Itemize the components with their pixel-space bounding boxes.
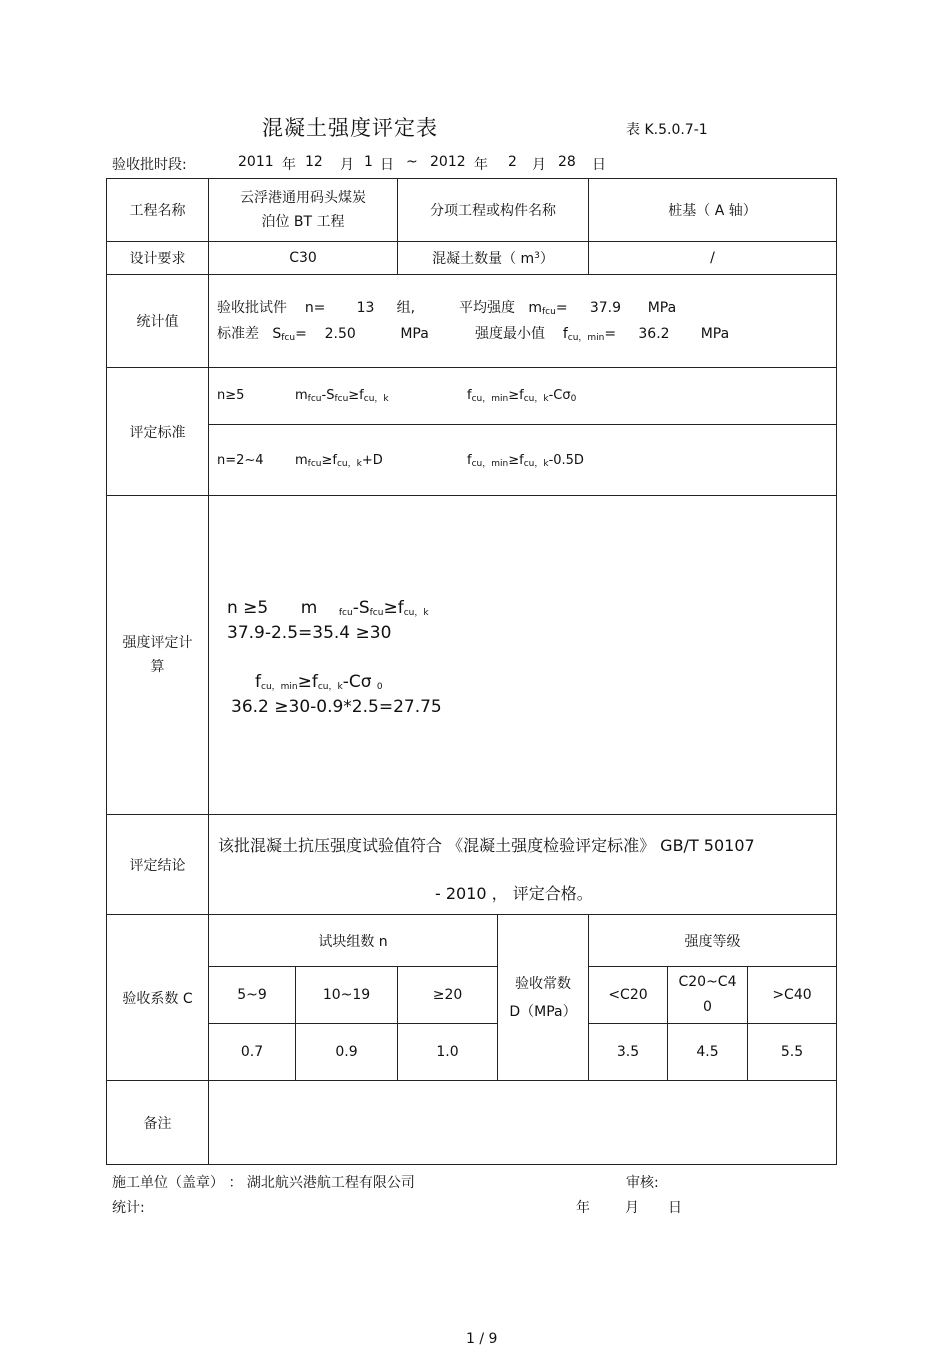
design-grade: C30 [209,242,398,275]
calc-f: f [255,672,261,692]
coeff-label: 验收系数 C [107,915,209,1081]
criteria-1-formula-b [467,388,576,404]
n-eq: n= [304,300,326,316]
calc-sub: cu，k [403,608,429,618]
volume-sup: 3 [534,251,540,261]
sd-label: 标准差 [217,326,259,342]
coeff-value-row [107,1024,837,1081]
calc-n: n ≥5 [227,598,269,618]
footer-month: 月 [625,1200,639,1216]
page-number: 1 / 9 [466,1331,498,1347]
d-label-line2: D（MPa） [509,1003,577,1020]
project-name-line2: 泊位 BT 工程 [261,214,345,230]
f-ge: ≥f [508,388,524,403]
range-cell: 10~19 [296,967,398,1024]
stats-label: 统计值 [107,275,209,368]
f-sub: cu，k [523,394,549,404]
criteria-2-n: n=2~4 [217,453,264,468]
f-sym: m [295,453,308,468]
component-label: 分项工程或构件名称 [398,179,589,242]
project-name-line1: 云浮港通用码头煤炭 [240,190,366,206]
coeff-header-row [107,915,837,967]
sd-eq: = [295,326,307,342]
f-sym: f [467,453,472,468]
project-row [107,179,837,242]
calc-cell [209,496,837,815]
range-cell: 5~9 [209,967,296,1024]
f-ge: ≥f [508,453,524,468]
conclusion-line1: 该批混凝土抗压强度试验值符合 《混凝土强度检验评定标准》 GB/T 50107 [218,836,755,855]
f-tail: -Cσ [548,388,571,403]
grade-cell [668,967,748,1024]
f-tail: +D [361,453,383,468]
d-label-line1: 验收常数 [515,975,571,992]
footer-day: 日 [668,1200,682,1216]
coeff-value: 0.7 [209,1024,296,1081]
mean-eq: = [555,300,568,316]
stats-line2-right [475,323,729,343]
calc-label-line1: 强度评定计 [122,635,193,651]
criteria-row-2 [107,425,837,496]
calc-line3 [255,672,383,692]
calc-row [107,496,837,815]
calc-tail: -Cσ [342,672,372,692]
remark-value[interactable] [209,1081,837,1165]
criteria-cell-1 [209,368,837,425]
end-month: 2 [508,154,517,170]
grade-cell-line2: 0 [703,999,712,1015]
calc-label-line2: 算 [150,659,165,675]
end-day: 28 [558,154,576,170]
mean-unit: MPa [647,300,677,316]
calc-ge: ≥f [383,598,404,618]
calc-m: m [300,598,318,618]
conclusion-row [107,815,837,915]
criteria-row-1 [107,368,837,425]
mean-label: 平均强度 [459,300,515,316]
stats-row [107,275,837,368]
month-label-2: 月 [532,157,546,173]
year-label: 年 [282,157,296,173]
stats-cell [209,275,837,368]
calc-line1 [227,598,429,618]
period-row [112,154,632,174]
f-sub: cu，k [523,459,549,469]
sd-sub: fcu [281,333,296,343]
remark-label: 备注 [107,1081,209,1165]
f-sym: f [467,388,472,403]
review-label: 审核: [626,1175,659,1191]
stats-line1-right [459,297,676,317]
period-tilde: ~ [406,154,418,170]
conclusion-line2: - 2010 ， 评定合格。 [435,884,593,903]
range-cell: ≥20 [398,967,498,1024]
table-number: 表 K.5.0.7-1 [626,122,708,138]
unit-label: 施工单位（盖章） [112,1175,224,1191]
criteria-1-formula-a [295,388,389,404]
f-sub: cu，k [336,459,362,469]
component-value: 桩基（ A 轴） [589,179,837,242]
design-row [107,242,837,275]
calc-line4: 36.2 ≥30-0.9*2.5=27.75 [231,697,442,717]
mean-sub: fcu [542,307,556,317]
day-label-2: 日 [592,157,606,173]
start-day: 1 [364,154,373,170]
stats-line1-left [217,297,415,317]
group-header: 试块组数 n [209,915,498,967]
criteria-1-n: n≥5 [217,388,245,403]
f-sub: 0 [570,394,577,404]
min-sym: f [562,326,568,342]
calc-sub: cu，k [317,682,343,692]
f-mid: -S [321,388,335,403]
calc-mid: -S [352,598,370,618]
criteria-cell-2 [209,425,837,496]
year-label-2: 年 [474,157,488,173]
grade-cell: <C20 [589,967,668,1024]
volume-close: ） [539,251,554,267]
f-sub: cu，k [363,394,389,404]
min-label: 强度最小值 [475,326,545,342]
f-tail: -0.5D [548,453,584,468]
project-name-value [209,179,398,242]
f-sym: m [295,388,308,403]
d-value: 5.5 [748,1024,837,1081]
volume-label [398,242,589,275]
f-sub: cu，min [471,459,509,469]
unit-colon: ： [228,1175,243,1191]
d-value: 4.5 [668,1024,748,1081]
start-month: 12 [305,154,323,170]
calc-label [107,496,209,815]
stats-line2-left [217,323,429,343]
calc-sub: fcu [338,608,353,618]
f-sub: cu，min [471,394,509,404]
sd-value: 2.50 [324,326,356,342]
coeff-range-row [107,967,837,1024]
grade-header: 强度等级 [589,915,837,967]
project-name-label: 工程名称 [107,179,209,242]
criteria-2-formula-a [295,453,383,469]
volume-value: / [589,242,837,275]
evaluation-table [106,178,837,1165]
min-value: 36.2 [638,326,670,342]
conclusion-label: 评定结论 [107,815,209,915]
criteria-2-formula-b [467,453,584,469]
stat-label: 统计: [112,1200,145,1216]
calc-sub: 0 [376,682,383,692]
period-label: 验收批时段: [112,157,187,173]
conclusion-cell [209,815,837,915]
sd-sym: S [272,326,282,342]
min-sub: cu，min [567,333,605,343]
calc-ge: ≥f [297,672,318,692]
f-sub: fcu [334,394,349,404]
n-value: 13 [356,300,375,316]
mean-sym: m [528,300,542,316]
month-label: 月 [340,157,354,173]
construction-unit [112,1172,415,1192]
f-sub: fcu [307,394,322,404]
day-label: 日 [380,157,394,173]
n-label: 验收批试件 [217,300,287,316]
grade-cell: >C40 [748,967,837,1024]
min-eq: = [604,326,617,342]
design-label: 设计要求 [107,242,209,275]
footer-year: 年 [576,1200,590,1216]
min-unit: MPa [700,326,730,342]
calc-sub: cu，min [261,682,298,692]
f-sub: fcu [307,459,322,469]
mean-value: 37.9 [589,300,621,316]
end-year: 2012 [430,154,466,170]
f-ge: ≥f [321,453,337,468]
f-ge: ≥f [348,388,364,403]
d-label [498,915,589,1081]
unit-value: 湖北航兴港航工程有限公司 [246,1175,415,1191]
d-value: 3.5 [589,1024,668,1081]
sd-unit: MPa [400,326,429,342]
calc-line2: 37.9-2.5=35.4 ≥30 [227,623,392,643]
coeff-value: 0.9 [296,1024,398,1081]
coeff-value: 1.0 [398,1024,498,1081]
start-year: 2011 [238,154,274,170]
criteria-label: 评定标准 [107,368,209,496]
page-title: 混凝土强度评定表 [262,116,438,140]
volume-label-text: 混凝土数量（ m [432,251,535,267]
n-unit: 组, [396,300,416,316]
calc-sub: fcu [369,608,384,618]
grade-cell-line1: C20~C4 [678,974,737,990]
remark-row [107,1081,837,1165]
